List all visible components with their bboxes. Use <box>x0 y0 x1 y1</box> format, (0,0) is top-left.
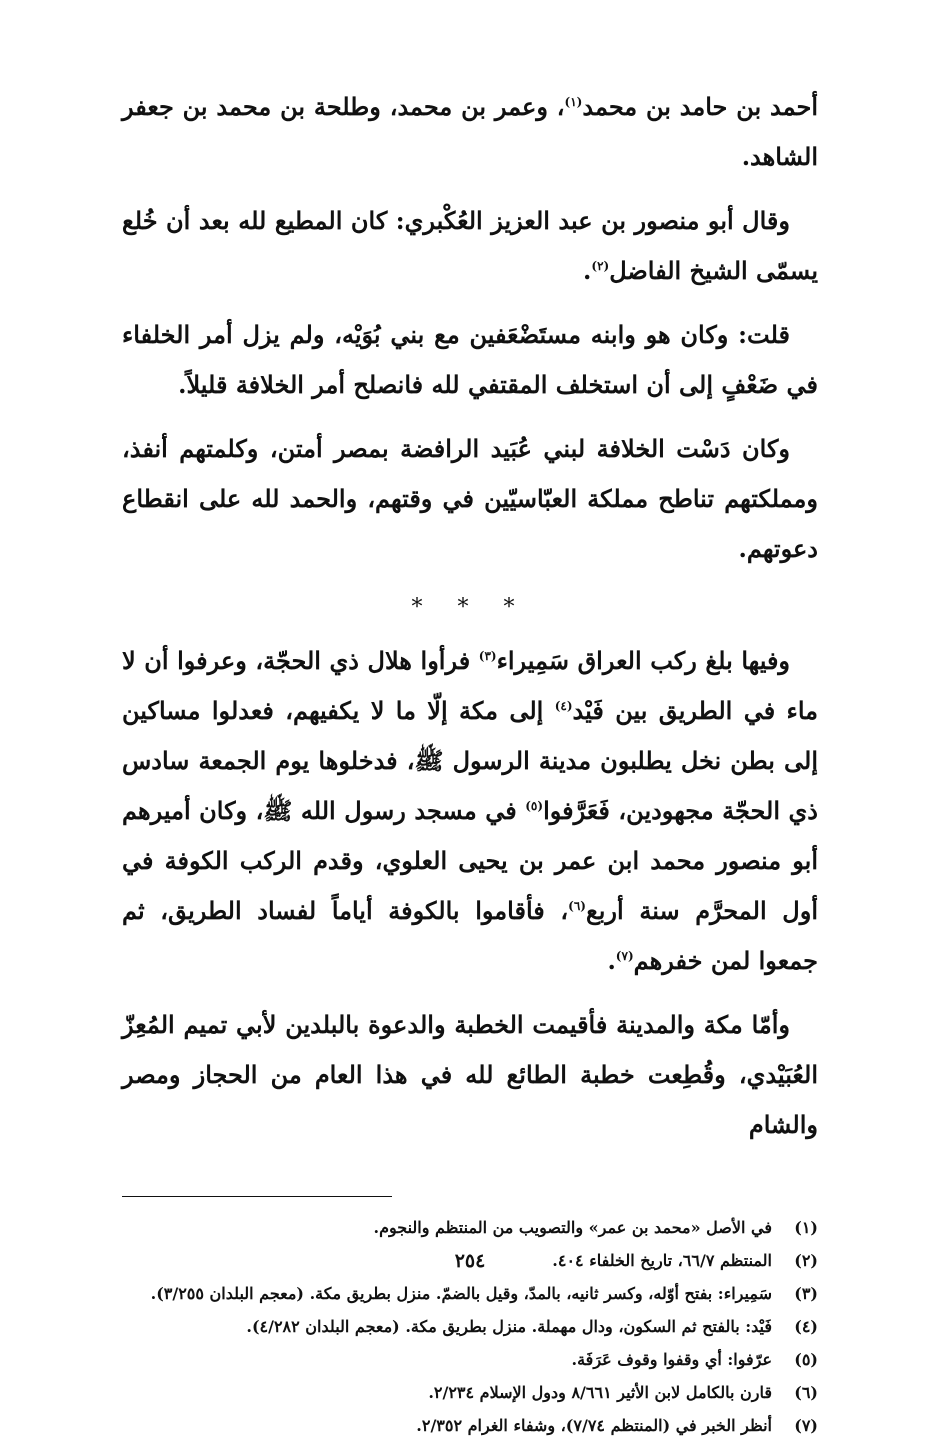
footnote-number: (٥) <box>794 1350 818 1369</box>
footnote-divider-wrap <box>122 1164 818 1211</box>
paragraph-text: وأمّا مكة والمدينة فأقيمت الخطبة والدعوة بالبلدين لأبي تميم المُعِزّ العُبَيْدي، وقُطِعت خطبة الطائع لله في هذا العام من الحجاز ومصر والشام <box>122 1010 818 1139</box>
section-separator: * * * <box>411 595 529 620</box>
footnote-text: أنظر الخبر في (المنتظم ٧/٧٤)، وشفاء الغرام ٢/٣٥٢. <box>416 1416 772 1435</box>
paragraph-text: ، وعمر بن محمد، وطلحة بن محمد بن جعفر الشاهد. <box>122 92 818 171</box>
footnote-4 <box>122 1310 818 1343</box>
footnote-7 <box>122 1409 818 1442</box>
footnote-ref-4[interactable]: (٤) <box>554 699 573 713</box>
footnote-text: سَمِيراء: بفتح أوّله، وكسر ثانيه، بالمدّ، وقيل بالضمّ. منزل بطريق مكة. (معجم البلدان ٣/٢٥٥). <box>150 1284 772 1303</box>
paragraph-4 <box>122 424 818 574</box>
footnote-number: (٤) <box>794 1317 818 1336</box>
page-number: ٢٥٤ <box>454 1250 486 1272</box>
footnote-ref-6[interactable]: (٦) <box>568 899 586 913</box>
paragraph-text: فرأوا هلال ذي الحجّة، وعرفوا أن لا ماء في الطريق بين فَيْد <box>122 646 818 725</box>
footnote-divider <box>122 1196 392 1197</box>
footnote-text: في الأصل «محمد بن عمر» والتصويب من المنتظم والنجوم. <box>373 1218 772 1237</box>
paragraph-text: في مسجد رسول الله ﷺ، وكان أميرهم أبو منصور محمد ابن عمر بن يحيى العلوي، وقدم الركب الكوفة في أول المحرَّم سنة أربع <box>122 796 818 925</box>
paragraph-text: وقال أبو منصور بن عبد العزيز العُكْبري: كان المطيع لله بعد أن خُلع يسمّى الشيخ الفاضل <box>122 206 818 285</box>
footnote-ref-7[interactable]: (٧) <box>615 949 634 963</box>
footnote-number: (٧) <box>794 1416 818 1435</box>
paragraph-text: أحمد بن حامد بن محمد <box>582 92 818 121</box>
paragraph-text: . <box>607 946 616 975</box>
book-page <box>122 82 818 1435</box>
footnote-6 <box>122 1376 818 1409</box>
footnotes <box>122 1211 818 1442</box>
paragraph-text: إلى مكة إلّا ما لا يكفيهم، فعدلوا مساكين إلى بطن نخل يطلبون مدينة الرسول ﷺ، فدخلوها يوم الجمعة سادس ذي الحجّة مجهودين، فَعَرَّفوا <box>122 696 818 825</box>
paragraph-5 <box>122 636 818 986</box>
footnote-3 <box>122 1277 818 1310</box>
footnote-number: (٣) <box>794 1284 818 1303</box>
footnote-ref-2[interactable]: (٢) <box>591 259 610 273</box>
paragraph-text: . <box>583 256 592 285</box>
paragraph-text: ، فأقاموا بالكوفة أياماً لفساد الطريق، ثم جمعوا لمن خفرهم <box>122 896 818 975</box>
footnote-ref-1[interactable]: (١) <box>564 95 583 109</box>
paragraph-text: وكان دَسْت الخلافة لبني عُبَيد الرافضة بمصر أمتن، وكلمتهم أنفذ، ومملكتهم تناطح مملكة العبّاسيّين في وقتهم، والحمد لله على انقطاع دعوتهم. <box>122 434 818 563</box>
footnote-number: (١) <box>794 1218 818 1237</box>
paragraph-text: قلت: وكان هو وابنه مستَضْعَفين مع بني بُوَيْه، ولم يزل أمر الخلفاء في ضَعْفٍ إلى أن استخلف المقتفي لله فانصلح أمر الخلافة قليلاً. <box>122 320 818 399</box>
main-text <box>122 82 818 1150</box>
footnote-number: (٢) <box>794 1251 818 1270</box>
footnote-number: (٦) <box>794 1383 818 1402</box>
footnote-text: عرّفوا: أي وقفوا وقوف عَرَفَة. <box>571 1350 772 1369</box>
paragraph-3 <box>122 310 818 410</box>
footnote-ref-5[interactable]: (٥) <box>525 799 544 813</box>
paragraph-text: وفيها بلغ ركب العراق سَمِيراء <box>496 646 791 675</box>
footnote-text: فَيْد: بالفتح ثم السكون، ودال مهملة. منزل بطريق مكة. (معجم البلدان ٤/٢٨٢). <box>246 1317 772 1336</box>
paragraph-1 <box>122 82 818 182</box>
paragraph-2 <box>122 196 818 296</box>
paragraph-6 <box>122 1000 818 1150</box>
footnote-1 <box>122 1211 818 1244</box>
footnote-text: قارن بالكامل لابن الأثير ٨/٦٦١ ودول الإسلام ٢/٢٣٤. <box>428 1383 772 1402</box>
footnote-5 <box>122 1343 818 1376</box>
footnote-ref-3[interactable]: (٣) <box>478 649 497 663</box>
footnote-text: المنتظم ٦٦/٧، تاريخ الخلفاء ٤٠٤. <box>552 1251 772 1270</box>
